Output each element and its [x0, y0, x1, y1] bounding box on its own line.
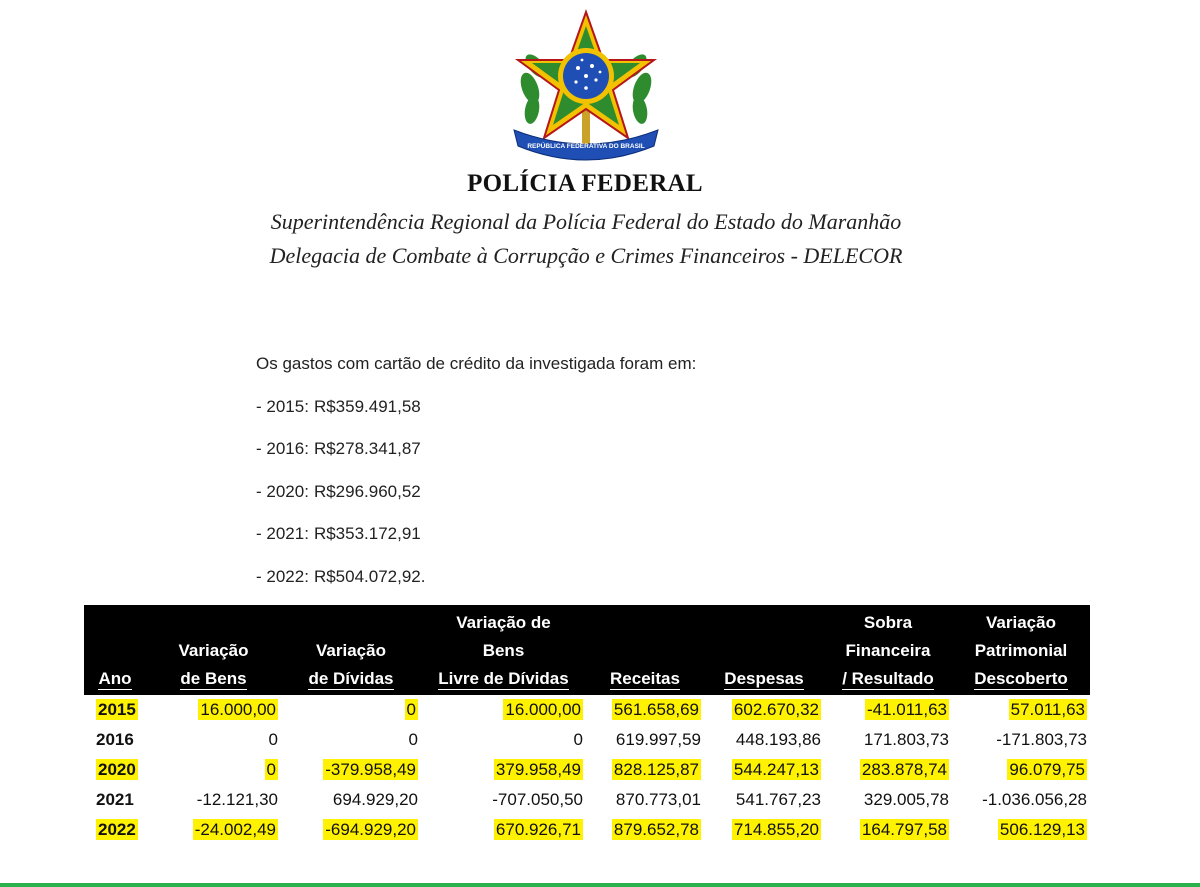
- column-header-text: de Dívidas: [308, 669, 394, 688]
- value-cell: [586, 755, 704, 785]
- value-cell: [586, 815, 704, 845]
- spending-value: R$359.491,58: [313, 397, 421, 416]
- column-header-text: Ano: [98, 669, 132, 688]
- value-cell: [704, 815, 824, 845]
- value-cell: [281, 695, 421, 725]
- value-cell: [146, 785, 281, 815]
- table-row: [84, 695, 1090, 725]
- value-cell: [586, 725, 704, 755]
- cell-text: 164.797,58: [861, 820, 947, 839]
- cell-text: -12.121,30: [196, 790, 278, 809]
- cell-text: 0: [573, 730, 583, 749]
- value-cell: [824, 755, 952, 785]
- value-cell: [952, 755, 1090, 785]
- cell-text: 879.652,78: [613, 820, 699, 839]
- year-cell: [84, 755, 146, 785]
- spending-value: R$296.960,52: [313, 482, 421, 501]
- value-cell: [704, 785, 824, 815]
- column-header-text: Variação: [178, 641, 249, 660]
- superintendency-line: Superintendência Regional da Polícia Federal do Estado do Maranhão: [270, 209, 902, 234]
- cell-text: 828.125,87: [613, 760, 699, 779]
- cell-text: 870.773,01: [615, 790, 701, 809]
- value-cell: [421, 755, 586, 785]
- cell-text: -171.803,73: [996, 730, 1087, 749]
- cell-text: 561.658,69: [613, 700, 699, 719]
- cell-text: -24.002,49: [194, 820, 276, 839]
- spending-value: R$278.341,87: [313, 439, 421, 458]
- cell-text: 16.000,00: [505, 700, 581, 719]
- year-cell: [84, 725, 146, 755]
- value-cell: [824, 815, 952, 845]
- cell-text: -41.011,63: [866, 700, 947, 719]
- cell-text: 379.958,49: [495, 760, 581, 779]
- column-header-text: Livre de Dívidas: [438, 669, 569, 688]
- cell-text: 506.129,13: [999, 820, 1085, 839]
- column-header-text: Variação: [986, 613, 1056, 632]
- column-header-text: Sobra: [863, 613, 913, 632]
- value-cell: [421, 695, 586, 725]
- spending-value: R$353.172,91: [313, 524, 421, 543]
- value-cell: [704, 695, 824, 725]
- value-cell: [704, 755, 824, 785]
- value-cell: [421, 815, 586, 845]
- cell-text: -694.929,20: [325, 820, 416, 839]
- page-title: POLÍCIA FEDERAL: [467, 170, 703, 197]
- cell-text: -707.050,50: [492, 790, 583, 809]
- table-row: [84, 815, 1090, 845]
- coat-of-arms-emblem: [508, 8, 664, 166]
- coat-ribbon-text: REPÚBLICA FEDERATIVA DO BRASIL: [527, 143, 645, 150]
- value-cell: [704, 725, 824, 755]
- column-header-text: de Bens: [180, 669, 247, 688]
- cell-text: 2016: [96, 730, 134, 749]
- cell-text: 171.803,73: [863, 730, 949, 749]
- value-cell: [281, 785, 421, 815]
- value-cell: [586, 695, 704, 725]
- spending-item: [256, 482, 421, 502]
- cell-text: 2022: [98, 820, 136, 839]
- delegacy-line: Delegacia de Combate à Corrupção e Crimes Financeiros - DELECOR: [269, 243, 903, 268]
- column-header-text: Descoberto: [974, 669, 1068, 688]
- value-cell: [952, 785, 1090, 815]
- year-cell: [84, 785, 146, 815]
- value-cell: [281, 725, 421, 755]
- column-header-text: Receitas: [610, 669, 680, 688]
- cell-text: 283.878,74: [861, 760, 947, 779]
- spending-year: - 2016:: [256, 439, 309, 458]
- spending-item: [256, 439, 421, 459]
- column-header-text: Variação: [316, 641, 386, 660]
- cell-text: 16.000,00: [200, 700, 276, 719]
- value-cell: [146, 725, 281, 755]
- spending-item: [256, 397, 421, 417]
- value-cell: [586, 785, 704, 815]
- column-header: [421, 605, 586, 695]
- intro-text: Os gastos com cartão de crédito da investigada foram em:: [256, 354, 697, 373]
- column-header: [146, 605, 281, 695]
- cell-text: 602.670,32: [733, 700, 819, 719]
- cell-text: 0: [266, 760, 276, 779]
- value-cell: [146, 755, 281, 785]
- spending-year: - 2021:: [256, 524, 309, 543]
- patrimony-table: [84, 605, 1090, 845]
- table-row: [84, 785, 1090, 815]
- cell-text: 714.855,20: [733, 820, 819, 839]
- cell-text: 694.929,20: [332, 790, 418, 809]
- year-cell: [84, 815, 146, 845]
- cell-text: 0: [408, 730, 418, 749]
- column-header-text: Financeira: [845, 641, 931, 660]
- cell-text: -1.036.056,28: [982, 790, 1087, 809]
- table-row: [84, 725, 1090, 755]
- value-cell: [146, 695, 281, 725]
- spending-value: R$504.072,92.: [313, 567, 426, 586]
- value-cell: [824, 695, 952, 725]
- column-header: [824, 605, 952, 695]
- cell-text: 96.079,75: [1009, 760, 1085, 779]
- year-cell: [84, 695, 146, 725]
- spending-year: - 2020:: [256, 482, 309, 501]
- column-header: [952, 605, 1090, 695]
- value-cell: [281, 815, 421, 845]
- cell-text: 448.193,86: [735, 730, 821, 749]
- cell-text: 2021: [96, 790, 134, 809]
- column-header: [84, 605, 146, 695]
- spending-year: - 2015:: [256, 397, 309, 416]
- bottom-border: [0, 883, 1200, 887]
- cell-text: 0: [268, 730, 278, 749]
- column-header: [586, 605, 704, 695]
- value-cell: [952, 695, 1090, 725]
- spending-item: [256, 524, 421, 544]
- cell-text: 0: [406, 700, 416, 719]
- value-cell: [952, 815, 1090, 845]
- table-header-row: [84, 605, 1090, 695]
- column-header-text: Patrimonial: [974, 641, 1068, 660]
- spending-year: - 2022:: [256, 567, 309, 586]
- cell-text: -379.958,49: [325, 760, 416, 779]
- column-header: [281, 605, 421, 695]
- column-header-text: Bens: [482, 641, 525, 660]
- value-cell: [421, 785, 586, 815]
- value-cell: [421, 725, 586, 755]
- cell-text: 544.247,13: [733, 760, 819, 779]
- cell-text: 2015: [98, 700, 136, 719]
- cell-text: 329.005,78: [863, 790, 949, 809]
- cell-text: 2020: [98, 760, 136, 779]
- cell-text: 619.997,59: [615, 730, 701, 749]
- column-header: [704, 605, 824, 695]
- cell-text: 57.011,63: [1010, 700, 1085, 719]
- value-cell: [824, 725, 952, 755]
- cell-text: 541.767,23: [735, 790, 821, 809]
- value-cell: [952, 725, 1090, 755]
- column-header-text: Despesas: [724, 669, 804, 688]
- column-header-text: Variação de: [456, 613, 551, 632]
- cell-text: 670.926,71: [495, 820, 581, 839]
- value-cell: [824, 785, 952, 815]
- spending-item: [256, 567, 425, 587]
- table-row: [84, 755, 1090, 785]
- column-header-text: / Resultado: [842, 669, 934, 688]
- value-cell: [281, 755, 421, 785]
- value-cell: [146, 815, 281, 845]
